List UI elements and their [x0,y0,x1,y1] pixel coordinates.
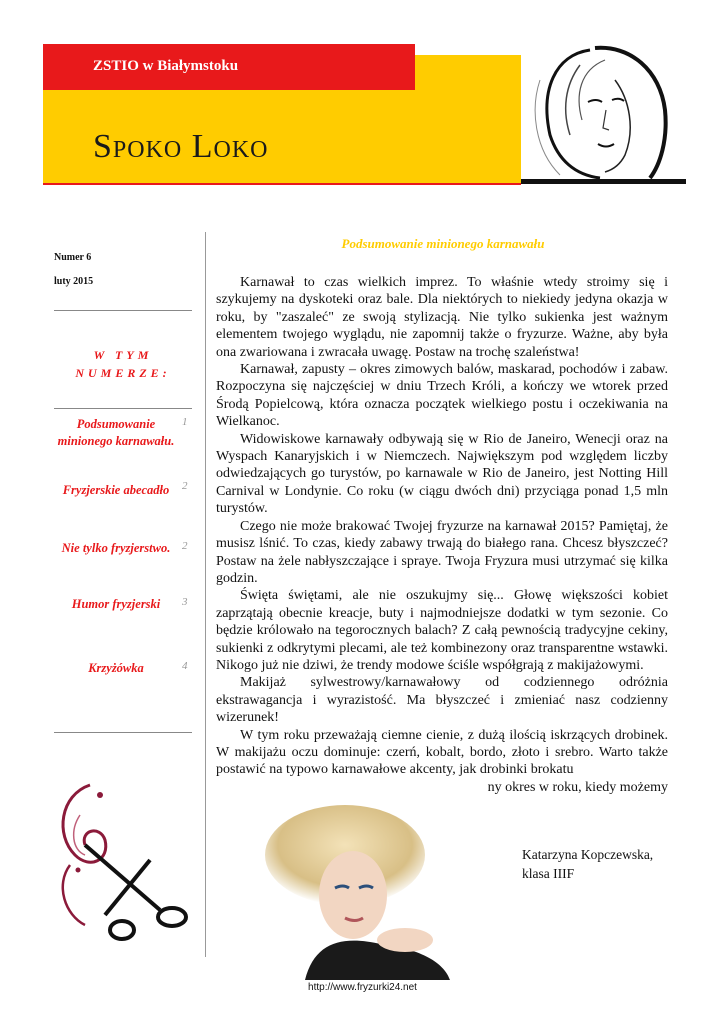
toc-item-krzyzowka[interactable]: Krzyżówka [88,661,144,675]
article-body [216,274,668,796]
scissors-illustration [50,775,200,945]
issue-number: Numer 6 [54,252,92,263]
article-paragraph: Widowiskowe karnawały odbywają się w Rio de Janeiro, Wenecji oraz na Wyspach Kanaryjskich i w Niemczech. Największym pod względem liczby odwiedzających go turystów, po karnawale w Rio de Janeiro, jest Notting Hill Carnival w Londynie. Co roku (w ciągu dwóch dni) przyciąga ponad 1,5 mln turystów. [216,431,668,517]
toc-item-humor[interactable]: Humor fryzjerski [71,597,161,611]
toc-page-number: 2 [182,480,188,492]
toc-page-number: 2 [182,540,188,552]
article-paragraph: Karnawał, zapusty – okres zimowych balów, maskarad, pochodów i zabaw. Rozpoczyna się najczęściej w dniu Trzech Króli, a kończy we wtorek przed Środą Popielcową, która oznacza początek wielkiego postu i oczekiwania na Wielkanoc. [216,362,668,430]
article-paragraph: Czego nie może brakować Twojej fryzurze na karnawał 2015? Pamiętaj, że musisz lśnić. To czas, kiedy zabawy trwają do białego rana. Chcesz błyszczeć? Postaw na żele nabłyszczające i spraye. Twoja Fryzura musi utrzymać się kilka godzin. [216,518,668,586]
author-name: Katarzyna Kopczewska, [522,847,654,862]
footer-url[interactable]: http://www.fryzurki24.net [308,982,417,993]
toc-page-number: 1 [182,416,188,428]
article-paragraph: Święta świętami, ale nie oszukujmy się... Głowę większości kobiet zaprzątają obecnie kreacje, buty i najmodniejsze dodatki w tym sezonie. Co będzie królowało na tegorocznych balach? Z całą pewnością tradycyjne cekiny, sukienki z odkrytymi plecami, ale też kombinezony oraz transparentne wstawki. Nikogo już nie dziwi, że trendy modowe ściśle współgrają z makijażowymi. [216,588,668,673]
toc-heading: W TYM NUMERZE: [75,348,171,380]
masthead-red-rule [43,183,521,185]
sidebar-divider [54,408,192,409]
toc-item-nie-tylko[interactable]: Nie tylko fryzjerstwo. [61,541,171,555]
author-class: klasa IIIF [522,866,575,881]
woman-face-illustration [520,40,670,180]
article-paragraph: Makijaż sylwestrowy/karnawałowy od codziennego odróżnia ekstrawagancja i wyrazistość. Ma błyszczeć i zmieniać nasz codzienny wizerunek! [216,675,668,726]
sidebar-divider [54,310,192,311]
newsletter-title: Spoko Loko [93,128,269,165]
article-author [522,845,653,883]
article-title: Podsumowanie minionego karnawału [341,236,545,251]
article-paragraph: W tym roku przeważają ciemne cienie, z dużą ilością iskrzących drobinek. W makijażu oczu dominuje: czerń, kobalt, bordo, złoto i srebro. Warto także postawić na typowo karnawałowe akcenty, jak drobinki brokatu [216,727,668,778]
sidebar-divider [54,732,192,733]
article-paragraph: Karnawał to czas wielkich imprez. To właśnie wtedy stroimy się i szykujemy na dyskoteki oraz bale. Dla niektórych to niekiedy jedyna okazja w roku, by "zaszaleć" ze swoją stylizacją. Nie tylko sukienka jest ważnym elementem twojego wyglądu, nie zapomnij także o fryzurze. Ważne, aby była ona zwariowana i zwracała uwagę. Postaw na trochę szaleństwa! [216,275,668,360]
issue-date: luty 2015 [54,276,94,287]
school-name: ZSTIO w Białymstoku [93,58,239,74]
toc-item-abecadlo[interactable]: Fryzjerskie abecadło [62,483,170,497]
toc-page-number: 3 [182,596,188,608]
column-divider [205,232,206,957]
toc-page-number: 4 [182,660,188,672]
toc-item-podsumowanie[interactable]: Podsumowanie minionego karnawału. [57,417,175,448]
model-hairstyle-photo [235,800,475,980]
article-cut-line: ny okres w roku, kiedy możemy [487,779,668,795]
